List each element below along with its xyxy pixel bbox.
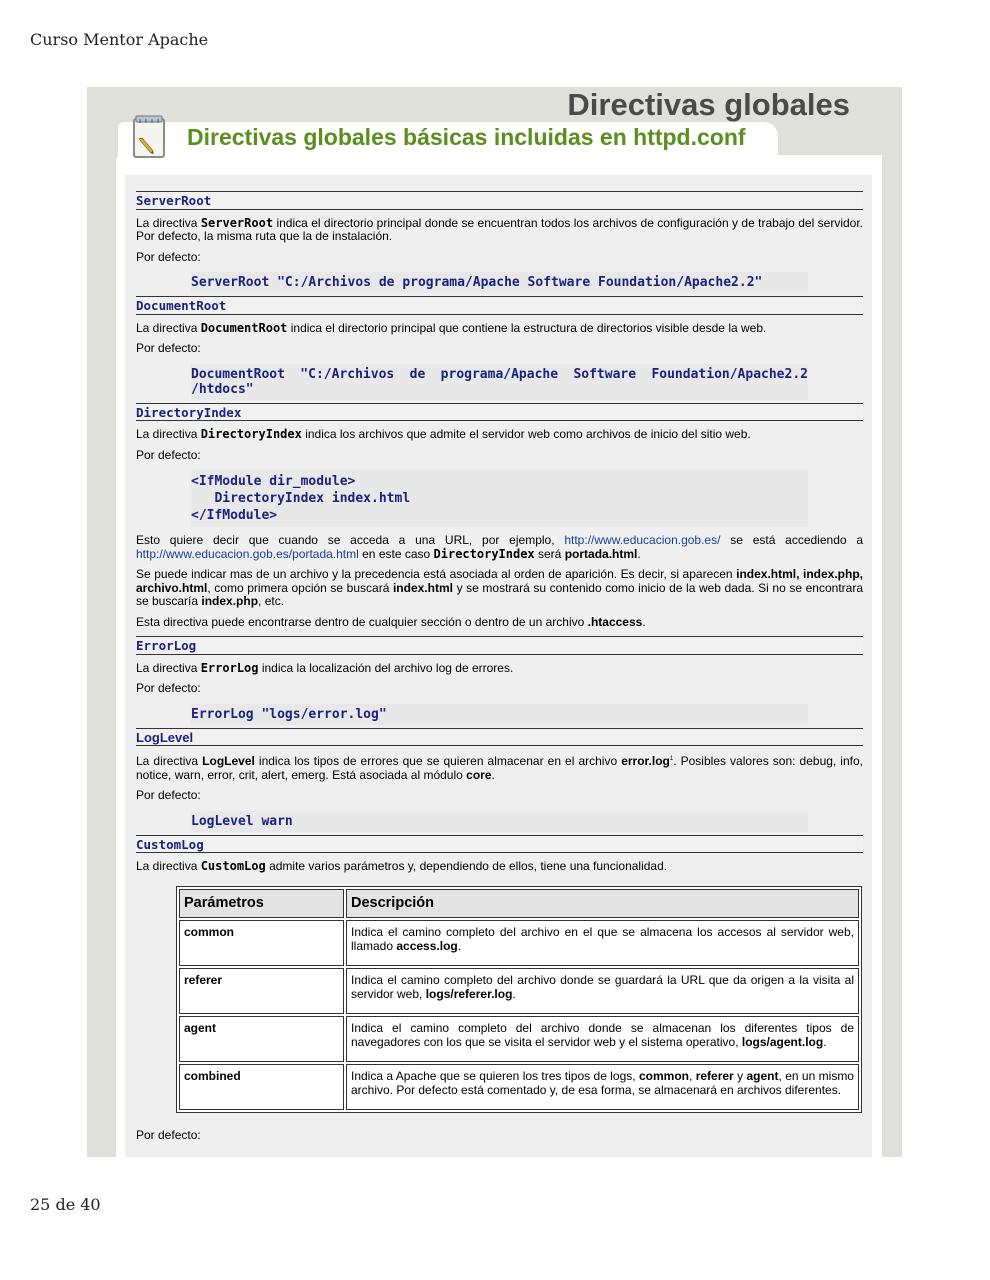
serverroot-description [136, 217, 863, 244]
param-name: combined [179, 1064, 344, 1110]
directoryindex-htaccess [136, 616, 863, 630]
text: indica el directorio principal que contiene la estructura de directorios visible desde la web. [287, 320, 767, 335]
code-line: <IfModule dir_module> [191, 474, 356, 489]
column-header: Descripción [346, 889, 859, 919]
code-line: </IfModule> [191, 508, 278, 523]
serverroot-code: ServerRoot "C:/Archivos de programa/Apache Software Foundation/Apache2.2" [191, 272, 808, 293]
example-link-portada[interactable]: http://www.educacion.gob.es/portada.html [136, 546, 359, 561]
default-label: Por defecto: [136, 341, 201, 355]
directive-heading-errorlog: ErrorLog [136, 636, 863, 655]
directive-heading-serverroot: ServerRoot [136, 191, 863, 210]
inline-code: ServerRoot [200, 215, 274, 230]
table-row [179, 968, 859, 1014]
bold-text: error.log [621, 754, 670, 768]
text: y [733, 1069, 747, 1083]
text: , como primera opción se buscará [207, 580, 393, 595]
column-header: Parámetros [179, 889, 344, 919]
documentroot-description [136, 322, 863, 336]
default-label: Por defecto: [136, 1128, 201, 1142]
text: . [637, 546, 641, 561]
text: y se mostrará su contenido como inicio de la web dada. Si no se encontrara se buscaría [136, 580, 863, 608]
bold-text: portada.html [564, 546, 638, 561]
text: Se puede indicar mas de un archivo y la precedencia está asociada al orden de aparición. Es decir, si aparecen [136, 567, 737, 581]
directive-heading-customlog: CustomLog [136, 835, 863, 854]
text: será [534, 546, 565, 561]
text: Esto quiere decir que cuando se acceda a una URL, por ejemplo, [136, 533, 565, 547]
bold-text: logs/agent.log [741, 1034, 824, 1049]
text: Indica el camino completo del archivo donde se almacenan los diferentes tipos de navegadores con los que se visita el servidor web y el sistema operativo, [351, 1021, 854, 1049]
text: , en un mismo archivo. Por defecto está comentado y, de esa forma, se almacenará en archivos diferentes. [351, 1069, 854, 1097]
directoryindex-description [136, 428, 863, 442]
footnote-ref[interactable]: 1 [669, 756, 674, 762]
text: La directiva [136, 859, 201, 873]
text: , etc. [258, 594, 285, 608]
bold-text: index.php [201, 594, 259, 608]
running-header: Curso Mentor Apache [30, 30, 209, 49]
customlog-parameters-table [176, 886, 862, 1114]
text: indica el directorio principal donde se encuentran todos los archivos de configuración y de trabajo del servidor. Por defecto, la misma ruta que la de instalación. [136, 215, 863, 243]
documentroot-code: DocumentRoot "C:/Archivos de programa/Apache Software Foundation/Apache2.2 /htdocs" [191, 364, 808, 400]
text: La directiva [136, 215, 201, 230]
param-description [346, 920, 859, 966]
inline-code: DirectoryIndex [200, 427, 302, 441]
text: indica los tipos de errores que se quieren almacenar en el archivo [254, 754, 622, 768]
bold-text: LogLevel [202, 754, 255, 768]
example-link-home[interactable]: http://www.educacion.gob.es/ [564, 533, 721, 547]
param-description [346, 1064, 859, 1110]
text: Indica el camino completo del archivo en el que se almacena los accesos al servidor web, llamado [351, 925, 854, 953]
text: . [642, 614, 646, 629]
text: . [512, 986, 516, 1001]
text: La directiva [136, 754, 203, 768]
default-label: Por defecto: [136, 681, 201, 695]
directoryindex-precedence [136, 568, 863, 609]
customlog-description [136, 860, 863, 874]
loglevel-description [136, 753, 863, 782]
text: admite varios parámetros y, dependiendo de ellos, tiene una funcionalidad. [265, 859, 668, 873]
text: . [457, 938, 462, 953]
default-label: Por defecto: [136, 249, 201, 264]
bold-text: common [638, 1069, 689, 1083]
directive-heading-directoryindex: DirectoryIndex [136, 403, 863, 422]
bold-text: access.log [396, 938, 458, 953]
param-name: agent [179, 1016, 344, 1062]
inline-code: ErrorLog [200, 660, 259, 675]
directoryindex-example [136, 534, 863, 561]
content [136, 191, 863, 1143]
param-description [346, 1016, 859, 1062]
text: . [491, 767, 495, 782]
table-row [179, 1016, 859, 1062]
text: se está accediendo a [720, 533, 864, 547]
content-panel [87, 87, 902, 1157]
directive-heading-documentroot: DocumentRoot [136, 296, 863, 315]
text: . [823, 1034, 827, 1049]
notebook-icon [131, 114, 167, 160]
text: La directiva [136, 320, 201, 335]
section-title: Directivas globales [567, 87, 850, 122]
text: en este caso [358, 546, 434, 561]
table-header-row [179, 889, 859, 919]
inline-code: DirectoryIndex [433, 546, 535, 561]
param-name: referer [179, 968, 344, 1014]
param-name: common [179, 920, 344, 966]
table-row [179, 920, 859, 966]
table-row [179, 1064, 859, 1110]
bold-text: referer [695, 1069, 734, 1083]
page-number: 25 de 40 [30, 1195, 101, 1214]
inline-code: DocumentRoot [200, 320, 288, 335]
text: Esta directiva puede encontrarse dentro de cualquier sección o dentro de un archivo [136, 614, 588, 629]
default-label: Por defecto: [136, 788, 201, 802]
loglevel-code: LogLevel warn [191, 811, 808, 832]
text: Indica el camino completo del archivo donde se guardará la URL que da origen a la visita al servidor web, [351, 973, 854, 1001]
directoryindex-code [191, 470, 808, 527]
errorlog-description [136, 662, 863, 676]
text: indica la localización del archivo log de errores. [258, 660, 514, 675]
directive-heading-loglevel: LogLevel [136, 728, 863, 747]
bold-text: core [466, 767, 492, 782]
bold-text: .htaccess [587, 614, 643, 629]
bold-text: index.html [392, 580, 453, 595]
text: . Posibles valores son: debug, info, notice, warn, error, crit, alert, emerg. Está asociada al módulo [136, 754, 863, 782]
text: La directiva [136, 427, 201, 441]
code-line: DirectoryIndex index.html [191, 491, 411, 506]
bold-text: logs/referer.log [425, 986, 513, 1001]
subtitle: Directivas globales básicas incluidas en httpd.conf [187, 124, 746, 150]
param-description [346, 968, 859, 1014]
bold-text: index.html, index.php, archivo.html [136, 567, 863, 595]
text: , [688, 1069, 696, 1083]
text: Indica a Apache que se quieren los tres tipos de logs, [351, 1069, 639, 1083]
inline-code: CustomLog [200, 859, 266, 873]
default-label: Por defecto: [136, 447, 201, 462]
text: La directiva [136, 660, 201, 675]
text: indica los archivos que admite el servidor web como archivos de inicio del sitio web. [301, 427, 751, 441]
errorlog-code: ErrorLog "logs/error.log" [191, 704, 808, 725]
bold-text: agent [746, 1069, 779, 1083]
